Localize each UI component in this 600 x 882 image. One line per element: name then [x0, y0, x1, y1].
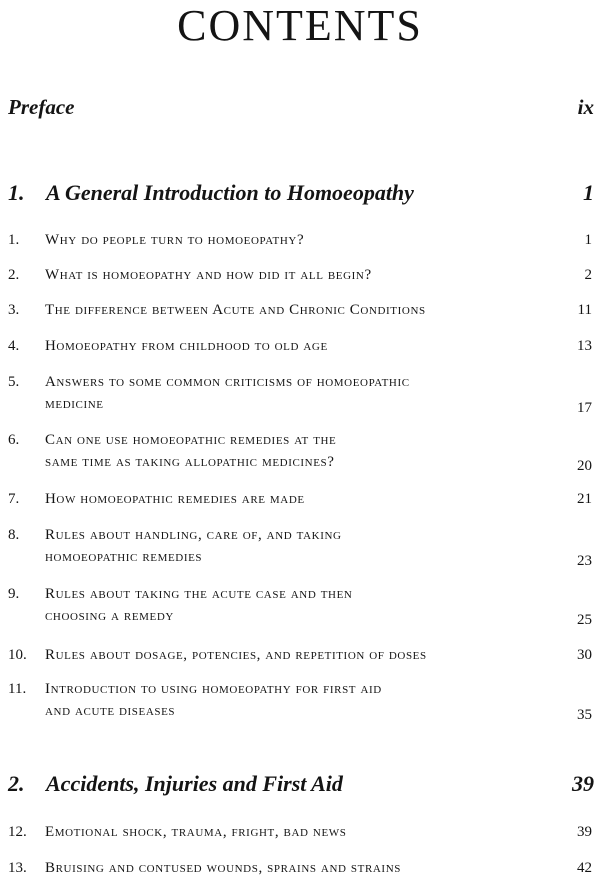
entry-title-line: How homoeopathic remedies are made — [45, 491, 305, 507]
preface-label: Preface — [8, 95, 75, 119]
entry-number: 11. — [8, 681, 27, 697]
entry-number: 7. — [8, 491, 20, 507]
entry-number: 10. — [8, 647, 27, 663]
entry-page: 39 — [577, 824, 592, 840]
entry-page: 20 — [577, 458, 592, 474]
entry-title-line: Homoeopathy from childhood to old age — [45, 338, 328, 354]
entry-title-line: Introduction to using homoeopathy for first aid — [45, 681, 382, 697]
entry-title-line: medicine — [45, 396, 104, 412]
entry-page: 17 — [577, 400, 592, 416]
entry-page: 21 — [577, 491, 592, 507]
chapter-heading — [8, 771, 594, 797]
entry-page: 13 — [577, 338, 592, 354]
entry-title-line: Rules about dosage, potencies, and repetition of doses — [45, 647, 427, 663]
preface-page: ix — [577, 95, 594, 119]
entry-title-line: What is homoeopathy and how did it all begin? — [45, 267, 372, 283]
entry-number: 9. — [8, 586, 20, 602]
entry-title-line: Bruising and contused wounds, sprains and strains — [45, 860, 401, 876]
entry-page: 23 — [577, 553, 592, 569]
chapter-title: Accidents, Injuries and First Aid — [46, 771, 343, 796]
entry-title-line: Answers to some common criticisms of homoeopathic — [45, 374, 410, 390]
entry-number: 2. — [8, 267, 20, 283]
chapter-title: A General Introduction to Homoeopathy — [46, 180, 414, 205]
entry-page: 2 — [584, 267, 592, 283]
entry-title-line: The difference between Acute and Chronic Conditions — [45, 302, 426, 318]
chapter-number: 2. — [8, 771, 25, 796]
entry-page: 42 — [577, 860, 592, 876]
entry-page: 11 — [577, 302, 592, 318]
entry-title-line: and acute diseases — [45, 703, 176, 719]
entry-number: 3. — [8, 302, 20, 318]
entry-title-line: homoeopathic remedies — [45, 549, 203, 565]
entry-number: 5. — [8, 374, 20, 390]
entry-number: 12. — [8, 824, 27, 840]
entry-title-line: same time as taking allopathic medicines? — [45, 454, 335, 470]
chapter-page: 39 — [572, 771, 594, 796]
entry-title-line: Can one use homoeopathic remedies at the — [45, 432, 337, 448]
entry-number: 4. — [8, 338, 20, 354]
entry-number: 1. — [8, 232, 20, 248]
entry-title-line: choosing a remedy — [45, 608, 174, 624]
entry-number: 13. — [8, 860, 27, 876]
chapter-page: 1 — [583, 180, 594, 205]
chapter-number: 1. — [8, 180, 25, 205]
entry-title-line: Why do people turn to homoeopathy? — [45, 232, 305, 248]
entry-page: 30 — [577, 647, 592, 663]
preface-entry — [8, 95, 594, 120]
chapter-heading — [8, 180, 594, 206]
entry-page: 25 — [577, 612, 592, 628]
entry-title-line: Rules about taking the acute case and then — [45, 586, 353, 602]
entry-title-line: Emotional shock, trauma, fright, bad news — [45, 824, 347, 840]
entry-page: 35 — [577, 707, 592, 723]
entry-title-line: Rules about handling, care of, and taking — [45, 527, 342, 543]
entry-number: 8. — [8, 527, 20, 543]
page-title: CONTENTS — [177, 1, 423, 50]
entry-page: 1 — [584, 232, 592, 248]
entry-number: 6. — [8, 432, 20, 448]
